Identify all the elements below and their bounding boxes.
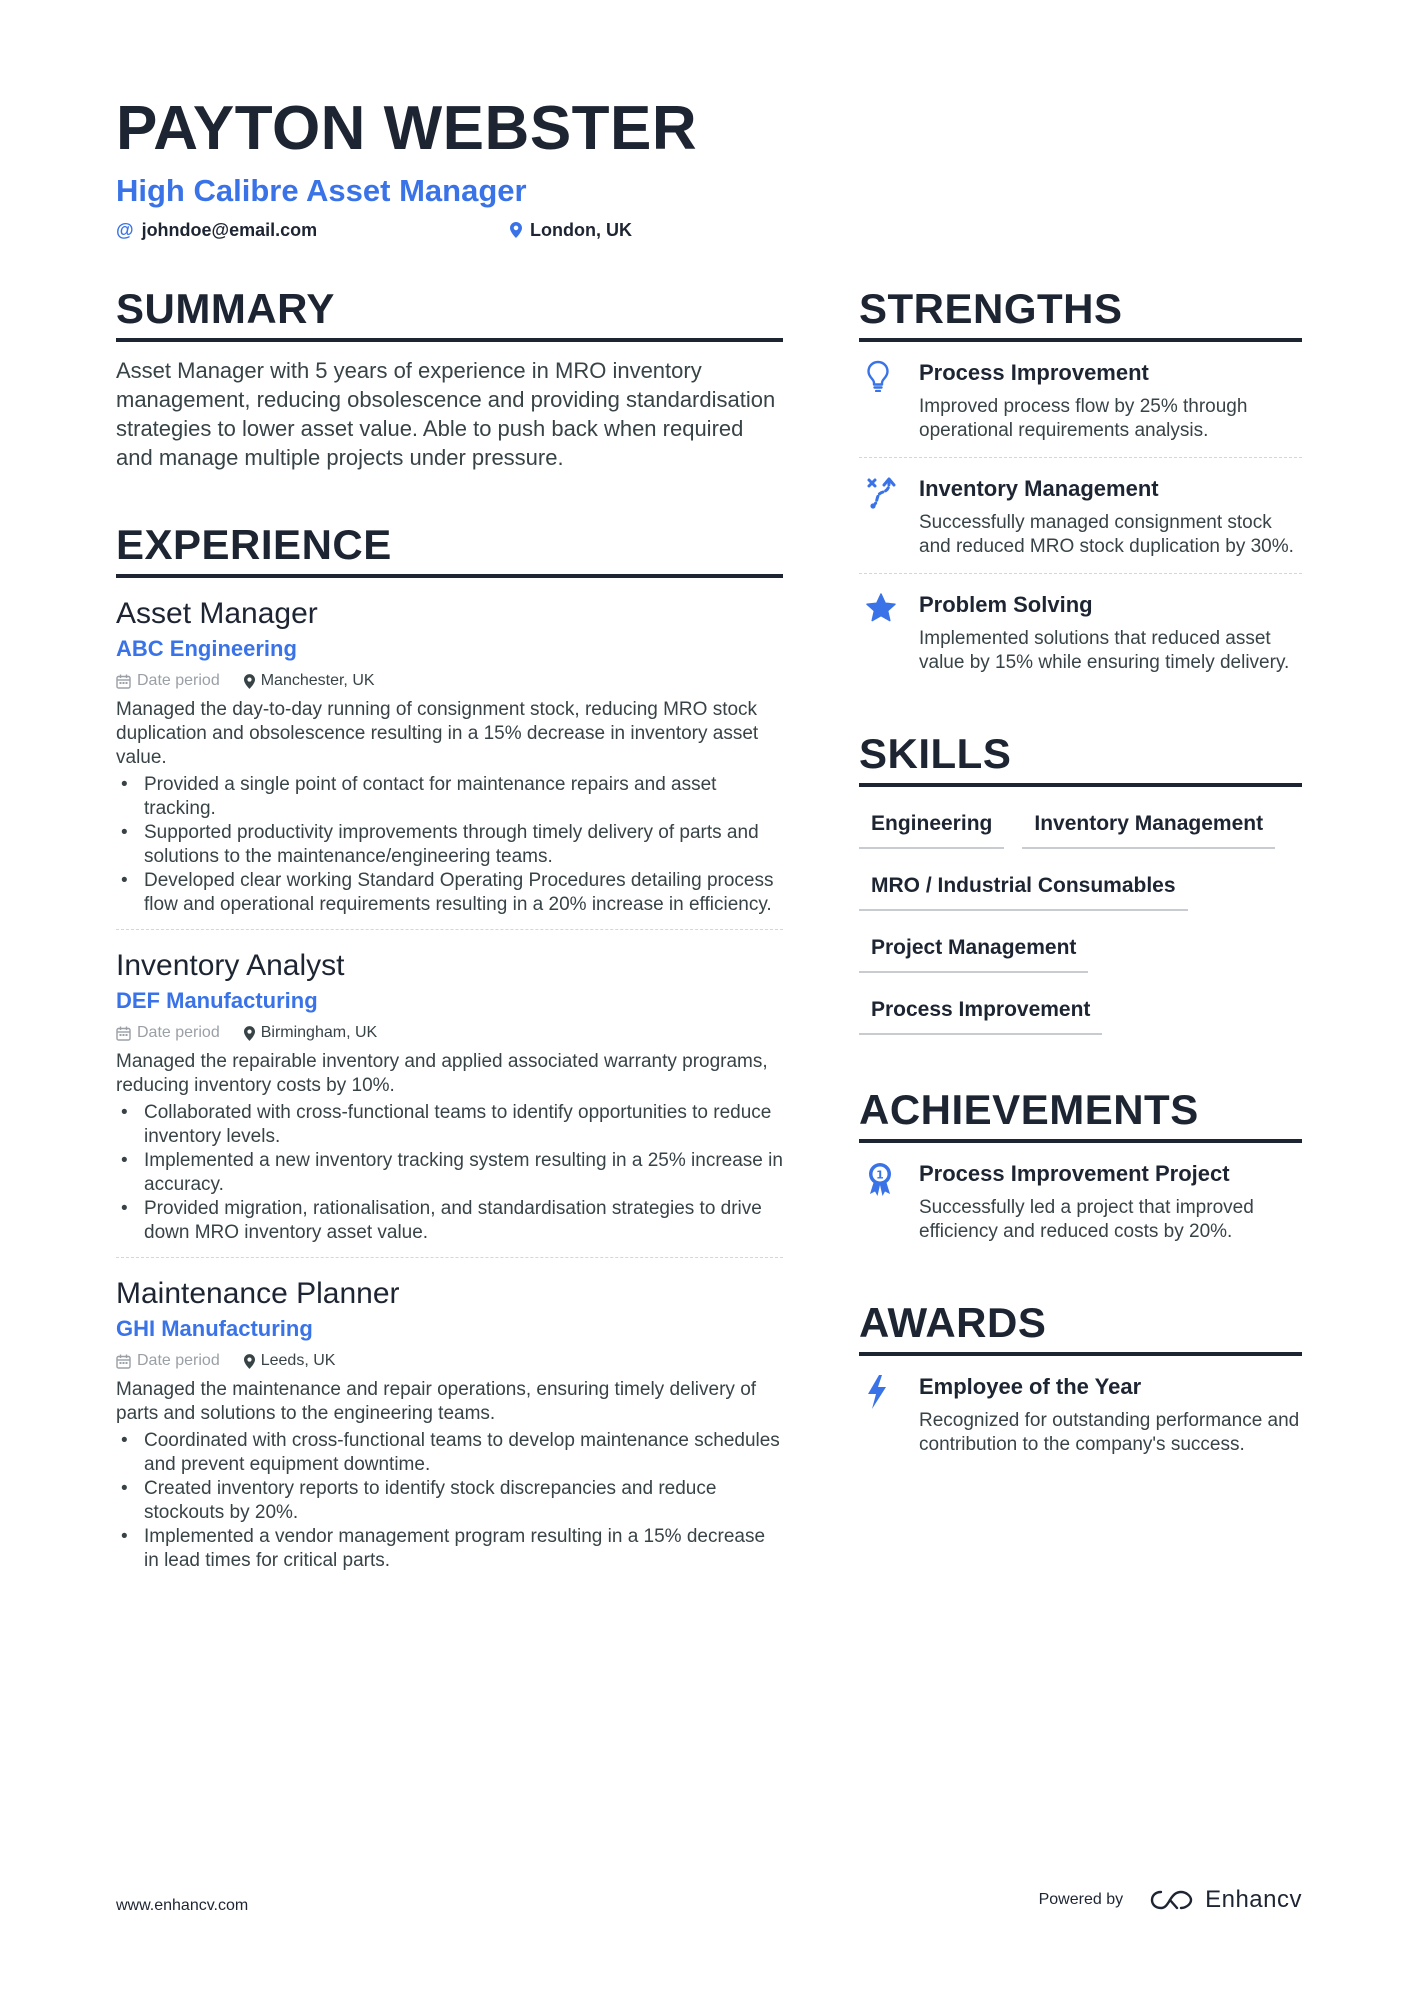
summary-heading: SUMMARY bbox=[116, 288, 783, 342]
skill-tag: Project Management bbox=[859, 923, 1088, 973]
skill-tag: Process Improvement bbox=[859, 985, 1102, 1035]
right-column bbox=[859, 285, 1302, 1471]
calendar-icon bbox=[116, 1354, 131, 1369]
award-title: Employee of the Year bbox=[919, 1374, 1142, 1399]
skills-list bbox=[859, 799, 1302, 1047]
strength-title: Problem Solving bbox=[919, 592, 1093, 617]
strengths-section bbox=[859, 285, 1302, 689]
award-desc: Recognized for outstanding performance and contribution to the company's success. bbox=[919, 1410, 1300, 1455]
bullet-item: • Created inventory reports to identify stock discrepancies and reduce stockouts by 20%. bbox=[116, 1477, 783, 1525]
location-pin-icon bbox=[510, 222, 522, 238]
strength-desc: Improved process flow by 25% through operational requirements analysis. bbox=[919, 396, 1248, 441]
lightning-bolt-icon bbox=[859, 1374, 919, 1457]
bullet-item: • Provided a single point of contact for maintenance repairs and asset tracking. bbox=[116, 773, 783, 821]
skill-tag: Inventory Management bbox=[1022, 799, 1275, 849]
achievement-desc: Successfully led a project that improved efficiency and reduced costs by 20%. bbox=[919, 1197, 1254, 1242]
job-date bbox=[116, 1022, 220, 1044]
job-location bbox=[244, 670, 375, 692]
achievement-title: Process Improvement Project bbox=[919, 1161, 1230, 1186]
strength-title: Inventory Management bbox=[919, 476, 1159, 501]
bullet-item: • Provided migration, rationalisation, and standardisation strategies to drive down MRO inventory asset value. bbox=[116, 1197, 783, 1245]
powered-by-label: Powered by bbox=[1038, 1891, 1124, 1908]
strength-desc: Successfully managed consignment stock and reduced MRO stock duplication by 30%. bbox=[919, 512, 1294, 557]
achievements-heading: ACHIEVEMENTS bbox=[859, 1089, 1302, 1143]
job-date-text: Date period bbox=[137, 1024, 220, 1041]
bullet-item: • Developed clear working Standard Operating Procedures detailing process flow and operational requirements resulting in a 20% increase in efficiency. bbox=[116, 869, 783, 917]
job-location bbox=[244, 1022, 377, 1044]
job-date-text: Date period bbox=[137, 672, 220, 689]
path-route-icon bbox=[859, 476, 919, 559]
brand-logo bbox=[1149, 1886, 1302, 1914]
job-bullets bbox=[116, 773, 783, 917]
strength-item bbox=[859, 342, 1302, 458]
lightbulb-icon bbox=[859, 360, 919, 443]
job-bullets bbox=[116, 1101, 783, 1245]
location-pin-icon bbox=[244, 1354, 255, 1369]
bullet-item: • Collaborated with cross-functional teams to identify opportunities to reduce inventory levels. bbox=[116, 1101, 783, 1149]
job-bullets bbox=[116, 1429, 783, 1573]
job-meta bbox=[116, 670, 783, 692]
job-entry bbox=[116, 930, 783, 1258]
location-pin-icon bbox=[244, 1026, 255, 1041]
candidate-role: High Calibre Asset Manager bbox=[116, 173, 527, 208]
awards-heading: AWARDS bbox=[859, 1302, 1302, 1356]
job-date-text: Date period bbox=[137, 1352, 220, 1369]
candidate-name: PAYTON WEBSTER bbox=[116, 94, 698, 163]
job-meta bbox=[116, 1350, 783, 1372]
awards-section bbox=[859, 1299, 1302, 1471]
job-entry bbox=[116, 578, 783, 930]
job-location bbox=[244, 1350, 336, 1372]
email-text: johndoe@email.com bbox=[141, 219, 318, 240]
strength-item bbox=[859, 458, 1302, 574]
summary-section bbox=[116, 285, 783, 472]
star-icon bbox=[859, 592, 919, 675]
job-company: DEF Manufacturing bbox=[116, 988, 318, 1013]
job-location-text: Leeds, UK bbox=[260, 1352, 336, 1369]
strength-title: Process Improvement bbox=[919, 360, 1149, 385]
calendar-icon bbox=[116, 674, 131, 689]
footer-branding[interactable] bbox=[1039, 1886, 1302, 1914]
job-description: Managed the repairable inventory and applied associated warranty programs, reducing inventory costs by 10%. bbox=[116, 1051, 768, 1096]
location-pin-icon bbox=[244, 674, 255, 689]
strength-desc: Implemented solutions that reduced asset value by 15% while ensuring timely delivery. bbox=[919, 628, 1290, 673]
location-text: London, UK bbox=[530, 219, 632, 240]
job-location-text: Manchester, UK bbox=[260, 672, 375, 689]
skills-heading: SKILLS bbox=[859, 733, 1302, 787]
job-title: Inventory Analyst bbox=[116, 949, 345, 982]
left-column bbox=[116, 285, 783, 1585]
enhancv-logo-icon bbox=[1149, 1888, 1195, 1912]
job-company: GHI Manufacturing bbox=[116, 1316, 313, 1341]
job-location-text: Birmingham, UK bbox=[260, 1024, 378, 1041]
skill-tag: Engineering bbox=[859, 799, 1004, 849]
at-sign-icon: @ bbox=[116, 219, 134, 240]
bullet-item: • Supported productivity improvements through timely delivery of parts and solutions to the maintenance/engineering teams. bbox=[116, 821, 783, 869]
job-title: Asset Manager bbox=[116, 597, 318, 630]
calendar-icon bbox=[116, 1026, 131, 1041]
award-ribbon-icon bbox=[859, 1161, 919, 1244]
job-entry bbox=[116, 1258, 783, 1585]
brand-name: Enhancv bbox=[1205, 1886, 1302, 1913]
contact-location bbox=[510, 219, 632, 241]
strength-item bbox=[859, 574, 1302, 689]
achievement-item bbox=[859, 1143, 1302, 1258]
experience-section bbox=[116, 521, 783, 1585]
svg-text:1: 1 bbox=[876, 1168, 884, 1182]
bullet-item: • Implemented a vendor management program resulting in a 15% decrease in lead times for critical parts. bbox=[116, 1525, 783, 1573]
bullet-item: • Coordinated with cross-functional teams to develop maintenance schedules and prevent equipment downtime. bbox=[116, 1429, 783, 1477]
job-date bbox=[116, 1350, 220, 1372]
summary-text: Asset Manager with 5 years of experience in MRO inventory management, reducing obsolescence and providing standardisation strategies to lower asset value. Able to push back when required and manage multiple projects under pressure. bbox=[116, 358, 776, 470]
footer-website-link[interactable]: www.enhancv.com bbox=[116, 1897, 249, 1914]
job-date bbox=[116, 670, 220, 692]
award-item bbox=[859, 1356, 1302, 1471]
experience-heading: EXPERIENCE bbox=[116, 524, 783, 578]
job-description: Managed the day-to-day running of consignment stock, reducing MRO stock duplication and obsolescence resulting in a 15% decrease in inventory asset value. bbox=[116, 699, 759, 768]
achievements-section bbox=[859, 1086, 1302, 1258]
bullet-item: • Implemented a new inventory tracking system resulting in a 25% increase in accuracy. bbox=[116, 1149, 783, 1197]
job-meta bbox=[116, 1022, 783, 1044]
skill-tag: MRO / Industrial Consumables bbox=[859, 861, 1188, 911]
skills-section bbox=[859, 730, 1302, 1047]
strengths-heading: STRENGTHS bbox=[859, 288, 1302, 342]
contact-email[interactable] bbox=[116, 219, 317, 241]
job-company: ABC Engineering bbox=[116, 636, 297, 661]
job-title: Maintenance Planner bbox=[116, 1277, 400, 1310]
job-description: Managed the maintenance and repair operations, ensuring timely delivery of parts and solutions to the engineering teams. bbox=[116, 1379, 757, 1424]
